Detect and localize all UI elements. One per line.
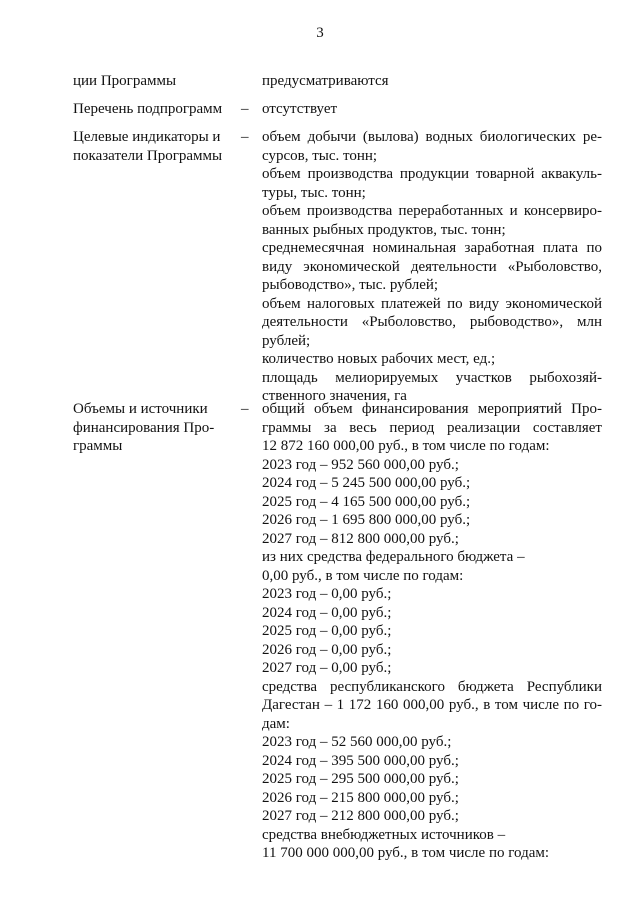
content-line: объем производства переработанных и консервиро- <box>262 203 602 219</box>
content-line: 2023 год – 0,00 руб.; <box>262 586 392 602</box>
content-line: из них средства федерального бюджета – <box>262 549 525 565</box>
row-label-line: граммы <box>73 438 123 454</box>
row-label-line: показатели Программы <box>73 147 223 164</box>
row-label-line: Целевые индикаторы и <box>73 129 221 145</box>
content-line: объем налоговых платежей по виду экономической <box>262 295 602 312</box>
content-line: 2026 год – 1 695 800 000,00 руб.; <box>262 512 471 528</box>
content-line: 2024 год – 5 245 500 000,00 руб.; <box>262 475 471 491</box>
content-line: отсутствует <box>262 101 338 117</box>
content-line: 0,00 руб., в том числе по годам: <box>262 567 464 584</box>
content-line: 2025 год – 295 500 000,00 руб.; <box>262 771 459 787</box>
content-line: дам: <box>262 715 290 732</box>
content-line: 11 700 000 000,00 руб., в том числе по годам: <box>262 845 550 861</box>
content-line: среднемесячная номинальная заработная плата по <box>262 240 602 256</box>
content-line: деятельности «Рыболовство, рыбоводство», млн <box>262 314 602 330</box>
content-line: рыбоводство», тыс. рублей; <box>262 277 439 293</box>
row-label <box>73 128 233 165</box>
content-line: средства внебюджетных источников – <box>262 826 506 843</box>
content-line: рублей; <box>262 332 311 349</box>
content-line: 2024 год – 395 500 000,00 руб.; <box>262 752 459 769</box>
content-line: 2027 год – 0,00 руб.; <box>262 660 392 676</box>
row-label <box>73 400 233 456</box>
content-line: объем производства продукции товарной аквакуль- <box>262 166 602 182</box>
content-line: 2025 год – 0,00 руб.; <box>262 623 392 639</box>
row-content <box>262 72 602 91</box>
content-line: туры, тыс. тонн; <box>262 184 366 201</box>
row-label <box>73 72 233 91</box>
content-line: Дагестан – 1 172 160 000,00 руб., в том числе по го- <box>262 697 602 713</box>
content-line: 2024 год – 0,00 руб.; <box>262 604 392 621</box>
content-line: средства республиканского бюджета Республики <box>262 678 602 695</box>
content-line: ственного значения, га <box>262 388 407 404</box>
content-line: 2027 год – 812 800 000,00 руб.; <box>262 530 459 547</box>
content-line: предусматриваются <box>262 73 389 89</box>
content-line: 2023 год – 952 560 000,00 руб.; <box>262 456 459 473</box>
row-label-line: Перечень подпрограмм <box>73 101 223 117</box>
content-line: 2023 год – 52 560 000,00 руб.; <box>262 734 452 750</box>
content-line: 2025 год – 4 165 500 000,00 руб.; <box>262 493 471 510</box>
content-line: 2026 год – 215 800 000,00 руб.; <box>262 789 459 806</box>
row-content <box>262 100 602 119</box>
row-label-line: ции Программы <box>73 73 177 89</box>
row-dash: – <box>241 401 249 417</box>
row-content <box>262 128 602 406</box>
row-content <box>262 400 602 863</box>
content-line: 2027 год – 212 800 000,00 руб.; <box>262 808 459 824</box>
row-label-line: финансирования Про- <box>73 419 215 436</box>
row-label <box>73 100 233 119</box>
row-dash: – <box>241 129 249 145</box>
content-line: сурсов, тыс. тонн; <box>262 147 378 164</box>
row-label-line: Объемы и источники <box>73 401 208 417</box>
content-line: общий объем финансирования мероприятий Про- <box>262 401 602 417</box>
row-dash: – <box>241 101 249 117</box>
content-line: количество новых рабочих мест, ед.; <box>262 351 496 367</box>
content-line: объем добычи (вылова) водных биологических ре- <box>262 129 602 145</box>
content-line: граммы за весь период реализации составляет <box>262 419 602 436</box>
page-number: 3 <box>316 25 324 41</box>
content-line: площадь мелиорируемых участков рыбохозяй- <box>262 369 602 386</box>
content-line: виду экономической деятельности «Рыболовство, <box>262 258 602 275</box>
content-line: 12 872 160 000,00 руб., в том числе по годам: <box>262 438 550 454</box>
content-line: ванных рыбных продуктов, тыс. тонн; <box>262 221 506 238</box>
content-line: 2026 год – 0,00 руб.; <box>262 641 392 658</box>
